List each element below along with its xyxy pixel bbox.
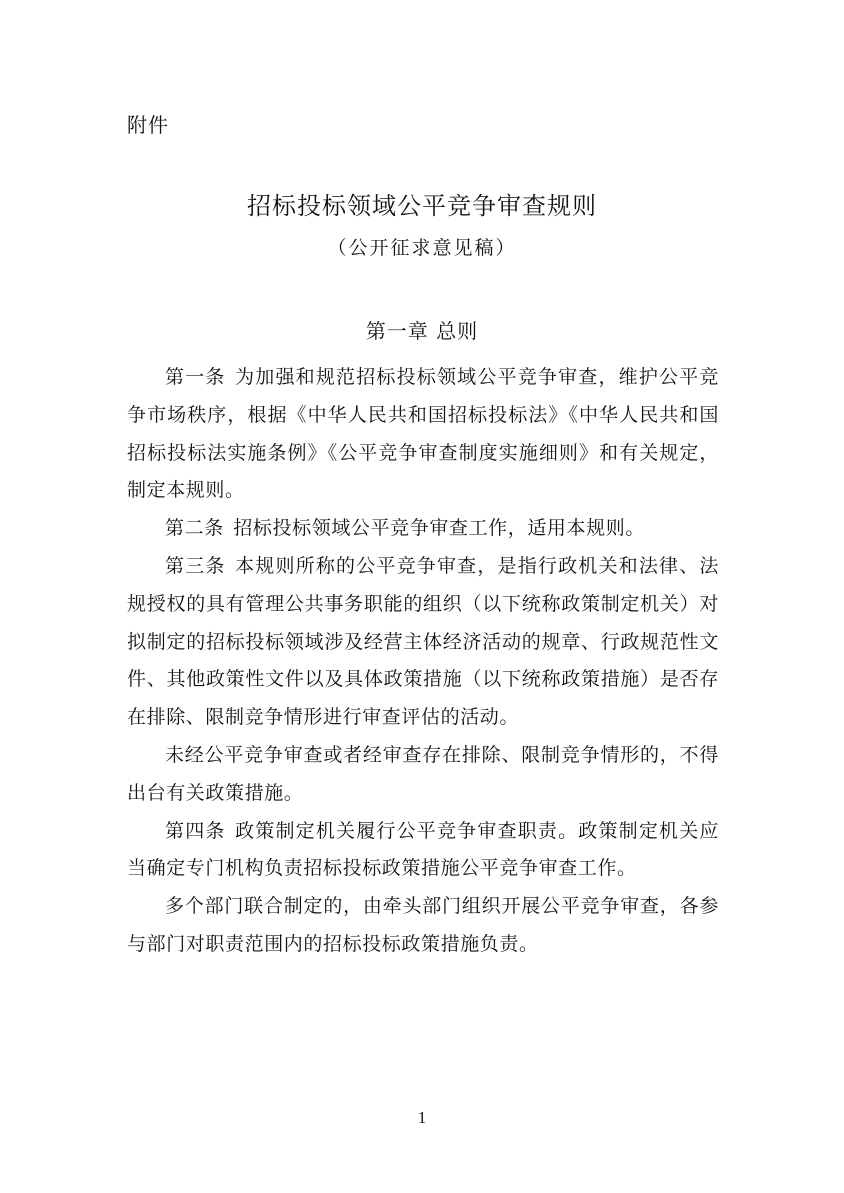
chapter-heading: 第一章 总则	[365, 319, 479, 343]
document-body	[127, 359, 719, 964]
article-text: 本规则所称的公平竞争审查，是指行政机关和法律、法规授权的具有管理公共事务职能的组织（以下统称政策制定机关）对拟制定的招标投标领域涉及经营主体经济活动的规章、行政规范性文件、其他政策性文件以及具体政策措施（以下统称政策措施）是否存在排除、限制竞争情形进行审查评估的活动。	[127, 554, 719, 729]
continuation-paragraph	[127, 888, 719, 964]
paragraph-text: 多个部门联合制定的，由牵头部门组织开展公平竞争审查，各参与部门对职责范围内的招标投标政策措施负责。	[127, 895, 719, 955]
article-number: 第三条	[165, 554, 226, 577]
article-text: 为加强和规范招标投标领域公平竞争审查，维护公平竞争市场秩序，根据《中华人民共和国招标投标法》《中华人民共和国招标投标法实施条例》《公平竞争审查制度实施细则》和有关规定，制定本规则。	[127, 366, 719, 502]
article-text: 招标投标领域公平竞争审查工作，适用本规则。	[233, 517, 645, 540]
article-number: 第二条	[165, 517, 224, 540]
annex-label: 附件	[127, 113, 169, 137]
document-title: 招标投标领域公平竞争审查规则	[247, 192, 597, 220]
article-paragraph	[127, 359, 719, 510]
article-paragraph	[127, 548, 719, 737]
article-number: 第四条	[165, 819, 226, 842]
page-number: 1	[417, 1108, 427, 1127]
document-subtitle: （公开征求意见稿）	[327, 237, 517, 259]
article-text: 政策制定机关履行公平竞争审查职责。政策制定机关应当确定专门机构负责招标投标政策措施公平竞争审查工作。	[127, 819, 719, 880]
paragraph-text: 未经公平竞争审查或者经审查存在排除、限制竞争情形的，不得出台有关政策措施。	[127, 743, 719, 804]
article-number: 第一条	[165, 366, 226, 388]
continuation-paragraph	[127, 737, 719, 813]
article-paragraph	[127, 813, 719, 889]
article-paragraph	[127, 510, 719, 548]
